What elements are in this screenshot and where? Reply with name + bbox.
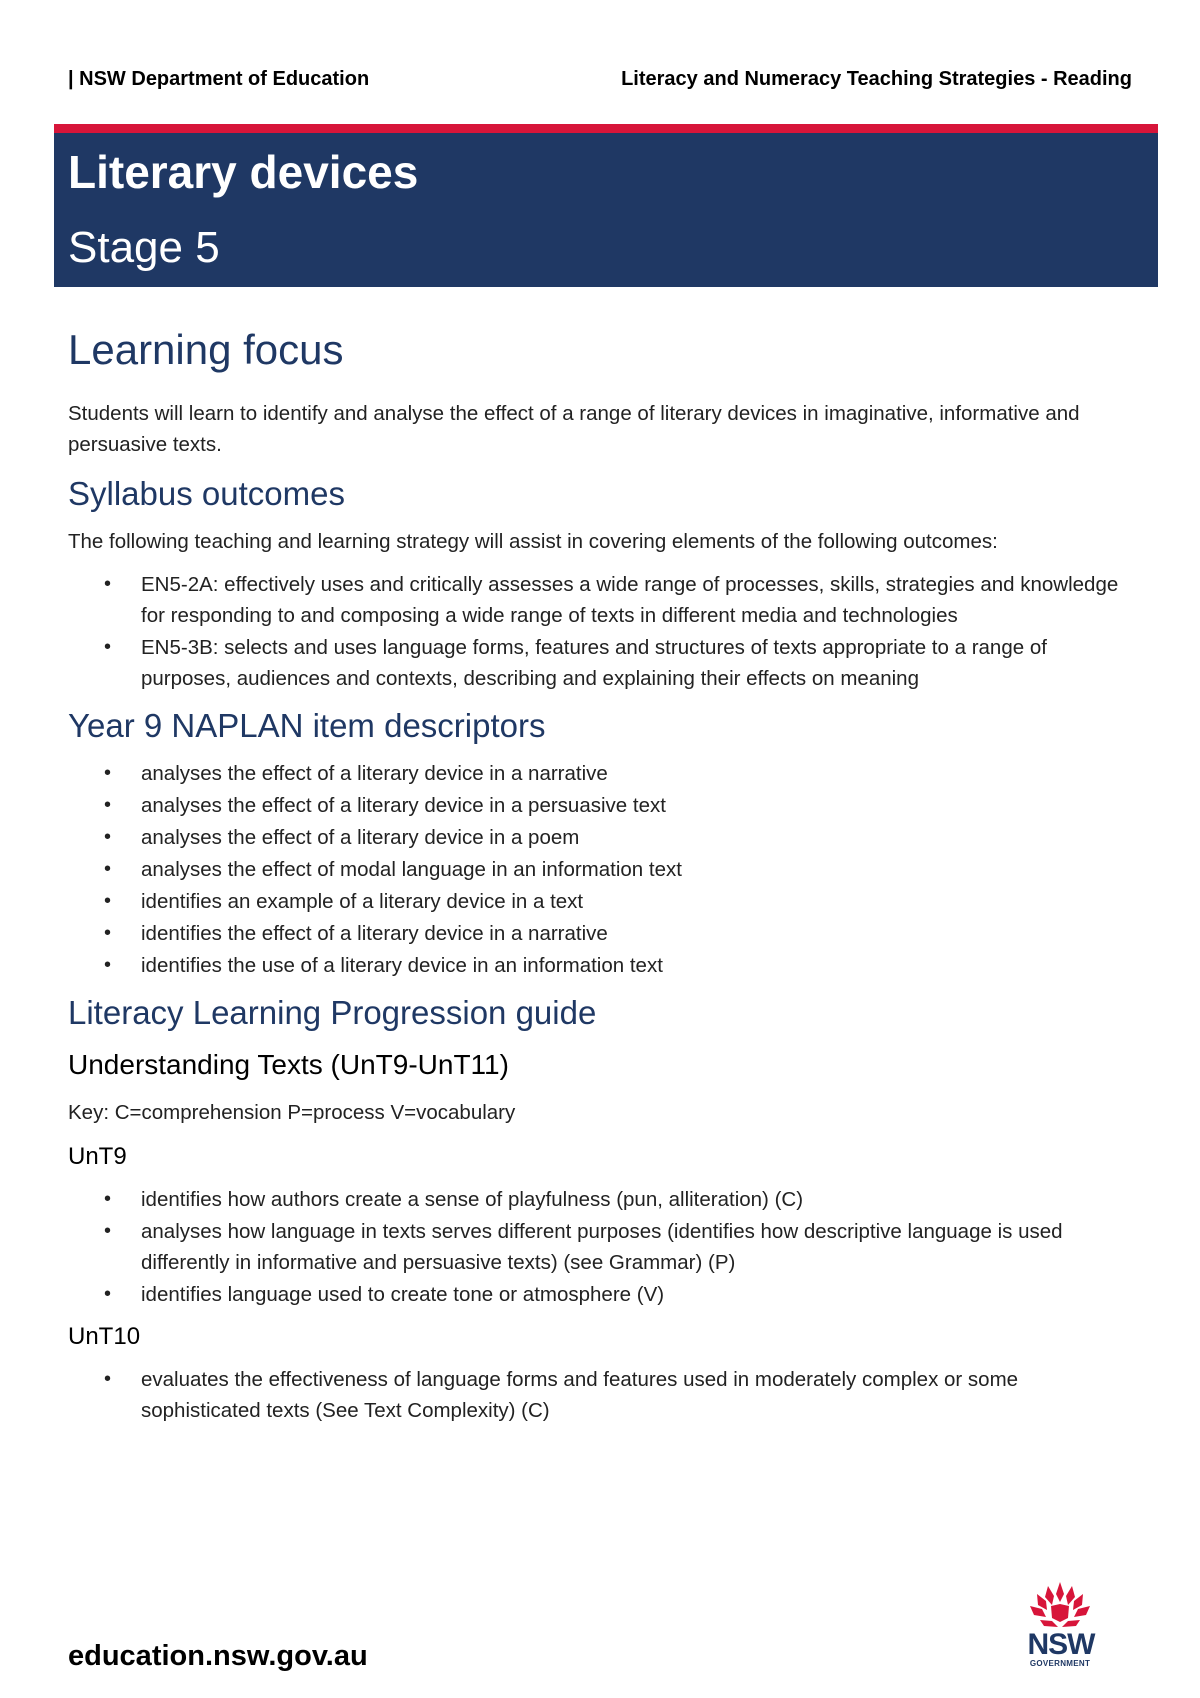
header-document-title: Literacy and Numeracy Teaching Strategies - Reading bbox=[621, 68, 1132, 90]
bullet-icon: • bbox=[104, 636, 112, 658]
logo-government-text: GOVERNMENT bbox=[1029, 1659, 1091, 1668]
unt10-heading: UnT10 bbox=[68, 1323, 141, 1350]
bullet-icon: • bbox=[104, 954, 112, 976]
list-item-text: EN5-3B: selects and uses language forms, features and structures of texts appropriate to a range of purposes, audiences and contexts, describing and explaining their effects on meaning bbox=[141, 636, 1047, 690]
bullet-icon: • bbox=[104, 826, 112, 848]
main-content bbox=[68, 320, 1132, 1436]
naplan-list bbox=[68, 758, 1132, 981]
learning-focus-heading: Learning focus bbox=[68, 326, 344, 373]
list-item bbox=[68, 632, 1132, 694]
syllabus-list bbox=[68, 569, 1132, 694]
bullet-icon: • bbox=[104, 762, 112, 784]
list-item bbox=[68, 1216, 1132, 1278]
header-department: | NSW Department of Education bbox=[68, 68, 370, 90]
list-item-text: evaluates the effectiveness of language forms and features used in moderately complex or some sophisticated texts (See Text Complexity) (C) bbox=[141, 1368, 1019, 1422]
list-item-text: identifies how authors create a sense of playfulness (pun, alliteration) (C) bbox=[141, 1188, 804, 1211]
list-item-text: EN5-2A: effectively uses and critically assesses a wide range of processes, skills, strategies and knowledge for responding to and composing a wide range of texts in different media and technologies bbox=[141, 573, 1119, 627]
unt9-list bbox=[68, 1184, 1132, 1310]
naplan-heading: Year 9 NAPLAN item descriptors bbox=[68, 707, 546, 744]
progression-subheading: Understanding Texts (UnT9-UnT11) bbox=[68, 1049, 509, 1080]
list-item bbox=[68, 918, 1132, 949]
banner-subtitle: Stage 5 bbox=[68, 223, 220, 272]
list-item bbox=[68, 1279, 1132, 1310]
bullet-icon: • bbox=[104, 794, 112, 816]
list-item-text: identifies the effect of a literary device in a narrative bbox=[141, 922, 608, 945]
list-item bbox=[68, 854, 1132, 885]
waratah-icon bbox=[1018, 1580, 1102, 1632]
list-item bbox=[68, 758, 1132, 789]
unt9-heading: UnT9 bbox=[68, 1143, 127, 1170]
bullet-icon: • bbox=[104, 1220, 112, 1242]
list-item bbox=[68, 886, 1132, 917]
list-item bbox=[68, 950, 1132, 981]
unt10-list bbox=[68, 1364, 1132, 1426]
bullet-icon: • bbox=[104, 573, 112, 595]
bullet-icon: • bbox=[104, 1368, 112, 1390]
list-item-text: analyses the effect of a literary device in a narrative bbox=[141, 762, 608, 785]
list-item-text: analyses how language in texts serves different purposes (identifies how descriptive language is used differently in informative and persuasive texts) (see Grammar) (P) bbox=[141, 1220, 1063, 1274]
bullet-icon: • bbox=[104, 1188, 112, 1210]
banner-accent-bar bbox=[54, 124, 1158, 133]
bullet-icon: • bbox=[104, 858, 112, 880]
list-item bbox=[68, 569, 1132, 631]
list-item-text: identifies language used to create tone or atmosphere (V) bbox=[141, 1283, 665, 1306]
list-item bbox=[68, 1184, 1132, 1215]
bullet-icon: • bbox=[104, 890, 112, 912]
bullet-icon: • bbox=[104, 1283, 112, 1305]
list-item bbox=[68, 822, 1132, 853]
page-header bbox=[68, 68, 1132, 98]
banner-title: Literary devices bbox=[68, 146, 419, 198]
nsw-government-logo bbox=[1018, 1580, 1102, 1670]
bullet-icon: • bbox=[104, 922, 112, 944]
title-banner bbox=[54, 133, 1158, 287]
syllabus-intro: The following teaching and learning strategy will assist in covering elements of the following outcomes: bbox=[68, 530, 998, 553]
list-item-text: analyses the effect of a literary device in a persuasive text bbox=[141, 794, 666, 817]
list-item-text: identifies an example of a literary device in a text bbox=[141, 890, 584, 913]
learning-focus-text: Students will learn to identify and analyse the effect of a range of literary devices in imaginative, informative and persuasive texts. bbox=[68, 402, 1080, 456]
syllabus-heading: Syllabus outcomes bbox=[68, 475, 345, 512]
list-item-text: analyses the effect of modal language in an information text bbox=[141, 858, 682, 881]
list-item bbox=[68, 1364, 1132, 1426]
list-item-text: identifies the use of a literary device in an information text bbox=[141, 954, 663, 977]
list-item-text: analyses the effect of a literary device in a poem bbox=[141, 826, 580, 849]
list-item bbox=[68, 790, 1132, 821]
progression-heading: Literacy Learning Progression guide bbox=[68, 994, 597, 1031]
footer-url: education.nsw.gov.au bbox=[68, 1640, 368, 1672]
logo-nsw-text: NSW bbox=[1027, 1628, 1095, 1661]
progression-key: Key: C=comprehension P=process V=vocabulary bbox=[68, 1101, 516, 1124]
